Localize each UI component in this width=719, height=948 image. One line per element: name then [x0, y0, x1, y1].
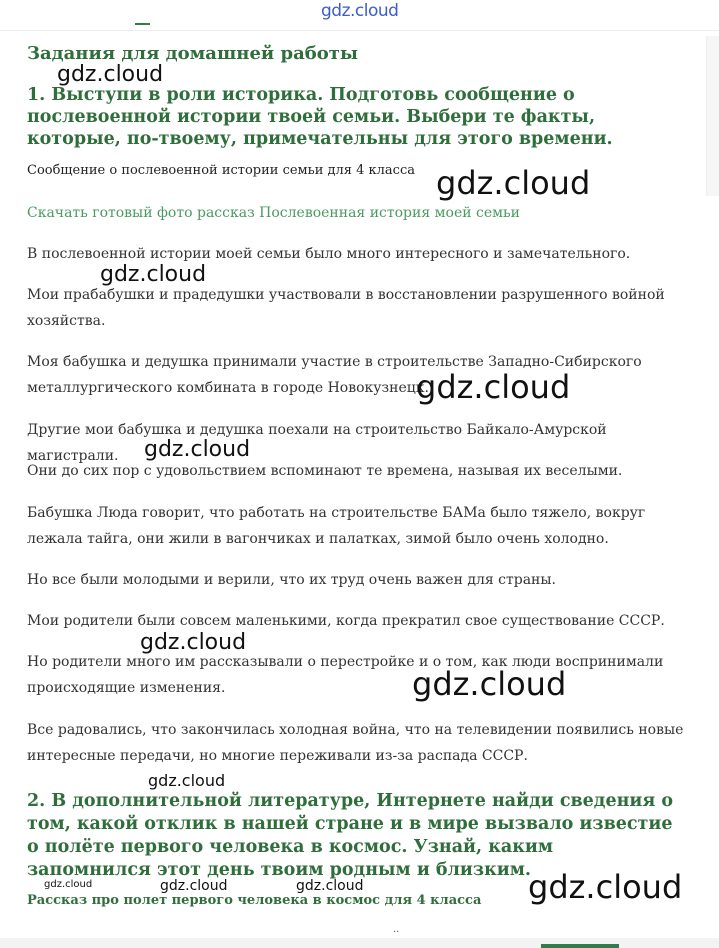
watermark: gdz.cloud	[416, 368, 571, 406]
task1-subtitle: Сообщение о послевоенной истории семьи для 4 класса	[27, 163, 415, 178]
task1-title: 1. Выступи в роли историка. Подготовь сообщение о послевоенной истории твоей семьи. Выбери те факты, которые, по-твоему, примечательны для этого времени.	[27, 85, 613, 149]
watermark: gdz.cloud	[148, 771, 226, 790]
task2-subtitle: Рассказ про полет первого человека в космос для 4 класса	[27, 893, 482, 908]
paragraph-7: Но все были молодыми и верили, что их труд очень важен для страны.	[27, 572, 556, 588]
paragraph-10: Все радовались, что закончилась холодная война, что на телевидении появились новые интересные передачи, но многие переживали из-за распада СССР.	[27, 722, 684, 764]
watermark: gdz.cloud	[528, 868, 683, 906]
paragraph-1: В послевоенной истории моей семьи было много интересного и замечательного.	[27, 246, 631, 262]
watermark: gdz.cloud	[44, 879, 93, 890]
paragraph-6: Бабушка Люда говорит, что работать на строительстве БАМа было тяжело, вокруг лежала тайга, они жили в вагончиках и палатках, зимой было очень холодно.	[27, 505, 646, 547]
paragraph-9: Но родители много им рассказывали о перестройке и о том, как люди воспринимали происходящие изменения.	[27, 654, 664, 696]
watermark: gdz.cloud	[100, 262, 207, 287]
top-accent-dash	[135, 23, 150, 25]
paragraph-2: Мои прабабушки и прадедушки участвовали в восстановлении разрушенного войной хозяйства.	[27, 287, 665, 329]
download-story-link[interactable]: Скачать готовый фото рассказ Послевоенная история моей семьи	[27, 205, 520, 221]
paragraph-3: Моя бабушка и дедушка принимали участие в строительстве Западно-Сибирского металлургического комбината в городе Новокузнецк.	[27, 354, 642, 396]
task2-title: 2. В дополнительной литературе, Интернете найди сведения о том, какой отклик в нашей стране и в мире вызвало известие о полёте первого человека в космос. Узнай, каким запомнился этот день твоим родным и близким.	[27, 791, 674, 880]
bottom-dots: ··	[393, 927, 400, 938]
watermark: gdz.cloud	[57, 62, 164, 87]
bottom-accent	[541, 944, 619, 948]
top-divider	[0, 30, 719, 31]
watermark: gdz.cloud	[436, 164, 591, 202]
paragraph-5: Они до сих пор с удовольствием вспоминают те времена, называя их веселыми.	[27, 463, 623, 479]
watermark: gdz.cloud	[412, 665, 567, 703]
paragraph-8: Мои родители были совсем маленькими, когда прекратил свое существование СССР.	[27, 613, 665, 629]
right-side-strip	[706, 36, 719, 196]
site-brand[interactable]: gdz.cloud	[321, 1, 399, 21]
watermark: gdz.cloud	[296, 878, 364, 894]
paragraph-4: Другие мои бабушка и дедушка поехали на строительство Байкало-Амурской магистрали.	[27, 422, 607, 464]
watermark: gdz.cloud	[140, 630, 247, 655]
watermark: gdz.cloud	[160, 878, 228, 894]
watermark: gdz.cloud	[144, 437, 251, 462]
section-title: Задания для домашней работы	[27, 43, 358, 64]
